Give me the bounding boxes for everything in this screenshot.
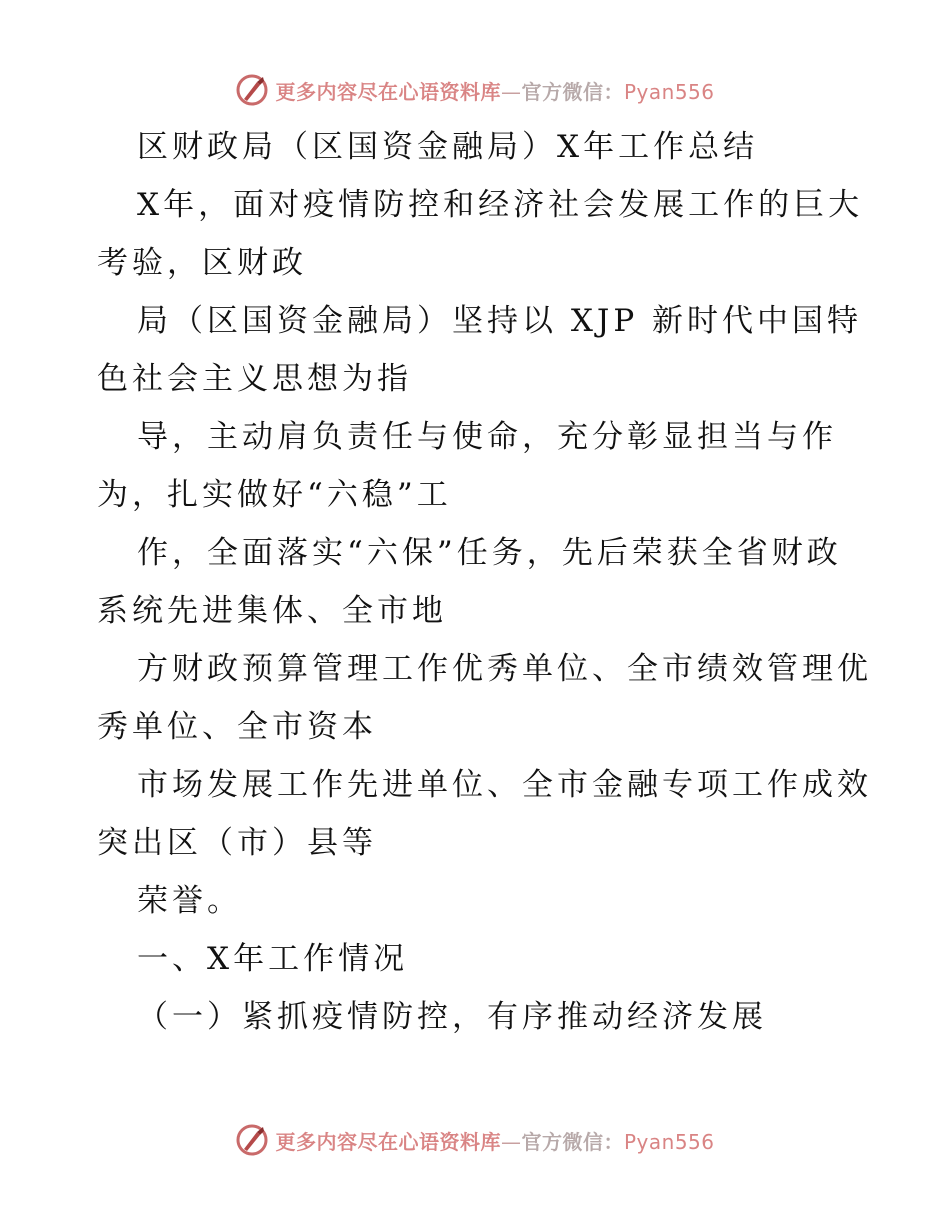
quill-logo-icon: [235, 73, 269, 107]
paragraph-line: 导，主动肩负责任与使命，充分彰显担当与作: [137, 419, 837, 455]
document-title: 区财政局（区国资金融局）X年工作总结: [137, 129, 759, 165]
paragraph-line: 方财政预算管理工作优秀单位、全市绩效管理优: [137, 651, 872, 687]
paragraph-line: 荣誉。: [137, 883, 242, 919]
paragraph-line: 作，全面落实“六保”任务，先后荣获全省财政: [137, 535, 842, 571]
watermark-main-text: 更多内容尽在心语资料库: [275, 79, 501, 104]
paragraph-line: 为，扎实做好“六稳”工: [97, 477, 452, 513]
paragraph-line: 局（区国资金融局）坚持以 XJP 新时代中国特: [137, 303, 863, 339]
paragraph-line: 突出区（市）县等: [97, 825, 377, 861]
watermark-wechat-id: Pyan556: [623, 1129, 715, 1154]
paragraph-line: 系统先进集体、全市地: [97, 593, 447, 629]
watermark-sub-text: 官方微信：: [521, 1129, 624, 1154]
paragraph-line: 考验，区财政: [97, 245, 307, 281]
paragraph-line: X年，面对疫情防控和经济社会发展工作的巨大: [137, 187, 864, 223]
paragraph-line: 市场发展工作先进单位、全市金融专项工作成效: [137, 767, 872, 803]
footer-watermark: [0, 1120, 950, 1160]
paragraph-line: 秀单位、全市资本: [97, 709, 377, 745]
watermark-wechat-id: Pyan556: [623, 79, 715, 104]
watermark-main-text: 更多内容尽在心语资料库: [275, 1129, 501, 1154]
paragraph-line: 色社会主义思想为指: [97, 361, 412, 397]
document-body: [97, 118, 872, 1046]
header-watermark: [0, 70, 950, 110]
paragraph-line: 一、X年工作情况: [137, 941, 409, 977]
paragraph-line: （一）紧抓疫情防控，有序推动经济发展: [137, 999, 767, 1035]
watermark-dash: —: [500, 1129, 522, 1154]
quill-logo-icon: [235, 1123, 269, 1157]
watermark-dash: —: [500, 79, 522, 104]
watermark-sub-text: 官方微信：: [521, 79, 624, 104]
